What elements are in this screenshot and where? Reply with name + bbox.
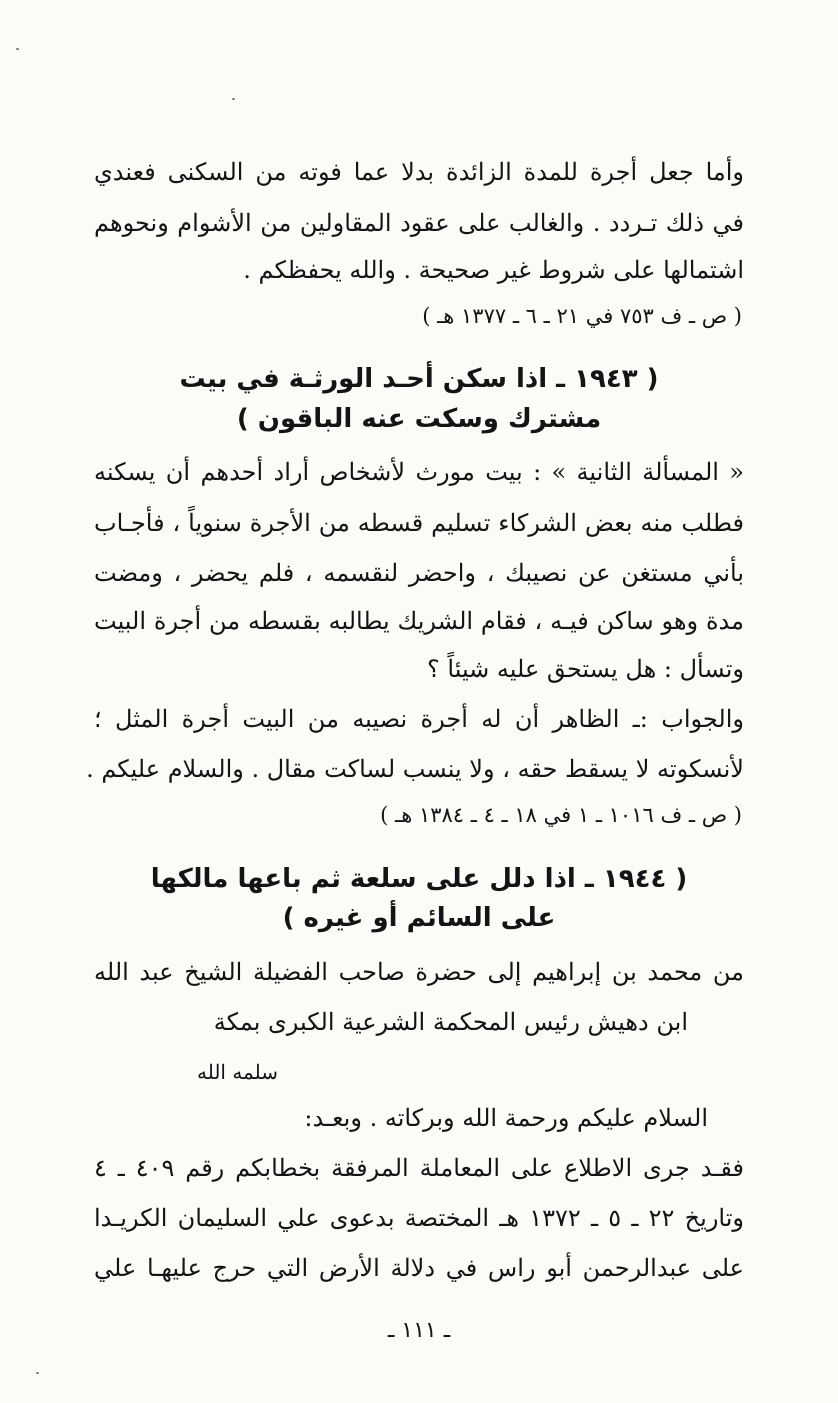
scan-speck (232, 98, 235, 100)
paragraph-2-line-2: فطلب منه بعض الشركاء تسليم قسطه من الأجرة سنوياً ، فأجـاب (94, 509, 744, 537)
paragraph-3-line-1: والجواب :ـ الظاهر أن له أجرة نصيبه من البيت أجرة المثل ؛ (94, 705, 744, 733)
letter-address-line-3: سلمه الله (196, 1060, 278, 1084)
section-1944-heading-line-1: ( ١٩٤٤ ـ اذا دلل على سلعة ثم باعها مالكها (150, 864, 688, 894)
scan-speck (16, 48, 19, 50)
letter-body-line-3: على عبدالرحمن أبو راس في دلالة الأرض التي حرج عليهـا علي (94, 1254, 744, 1282)
paragraph-1-line-2: في ذلك تـردد . والغالب على عقود المقاولين من الأشوام ونحوهم (94, 209, 744, 237)
paragraph-2-line-3: بأني مستغن عن نصيبك ، واحضر لنقسمه ، فلم يحضر ، ومضت (94, 559, 744, 587)
page-number: ـ ١١١ ـ (387, 1318, 451, 1343)
paragraph-2-line-4: مدة وهو ساكن فيـه ، فقام الشريك يطالبه بقسطه من أجرة البيت (94, 607, 744, 635)
paragraph-1-line-3: اشتمالها على شروط غير صحيحة . والله يحفظكم . (243, 256, 744, 284)
section-1943-heading-line-1: ( ١٩٤٣ ـ اذا سكن أحـد الورثـة في بيت (179, 364, 659, 394)
section-1943-heading-line-2: مشترك وسكت عنه الباقون ) (236, 404, 602, 434)
reference-1: ( ص ـ ف ٧٥٣ في ٢١ ـ ٦ ـ ١٣٧٧ هـ ) (422, 304, 742, 328)
scan-speck (36, 1372, 39, 1374)
paragraph-1-line-1: وأما جعل أجرة للمدة الزائدة بدلا عما فوته من السكنى فعندي (94, 158, 744, 186)
letter-body-line-1: فقـد جرى الاطلاع على المعاملة المرفقة بخطابكم رقم ٤٠٩ ـ ٤ (94, 1154, 744, 1182)
letter-greeting: السلام عليكم ورحمة الله وبركاته . وبعـد: (304, 1104, 708, 1132)
section-1944-heading-line-2: على السائم أو غيره ) (282, 903, 556, 933)
paragraph-3-line-2: لأنسكوته لا يسقط حقه ، ولا ينسب لساكت مقال . والسلام عليكم . (86, 755, 744, 783)
letter-body-line-2: وتاريخ ٢٢ ـ ٥ ـ ١٣٧٢ هـ المختصة بدعوى علي السليمان الكريـدا (94, 1204, 744, 1232)
letter-address-line-2: ابن دهيش رئيس المحكمة الشرعية الكبرى بمكة (213, 1008, 688, 1036)
letter-address-line-1: من محمد بن إبراهيم إلى حضرة صاحب الفضيلة الشيخ عبد الله (94, 958, 744, 986)
reference-2: ( ص ـ ف ١٠١٦ ـ ١ في ١٨ ـ ٤ ـ ١٣٨٤ هـ ) (380, 803, 742, 827)
paragraph-2-line-1: « المسألة الثانية » : بيت مورث لأشخاص أراد أحدهم أن يسكنه (94, 458, 744, 486)
paragraph-2-line-5: وتسأل : هل يستحق عليه شيئاً ؟ (427, 655, 744, 683)
